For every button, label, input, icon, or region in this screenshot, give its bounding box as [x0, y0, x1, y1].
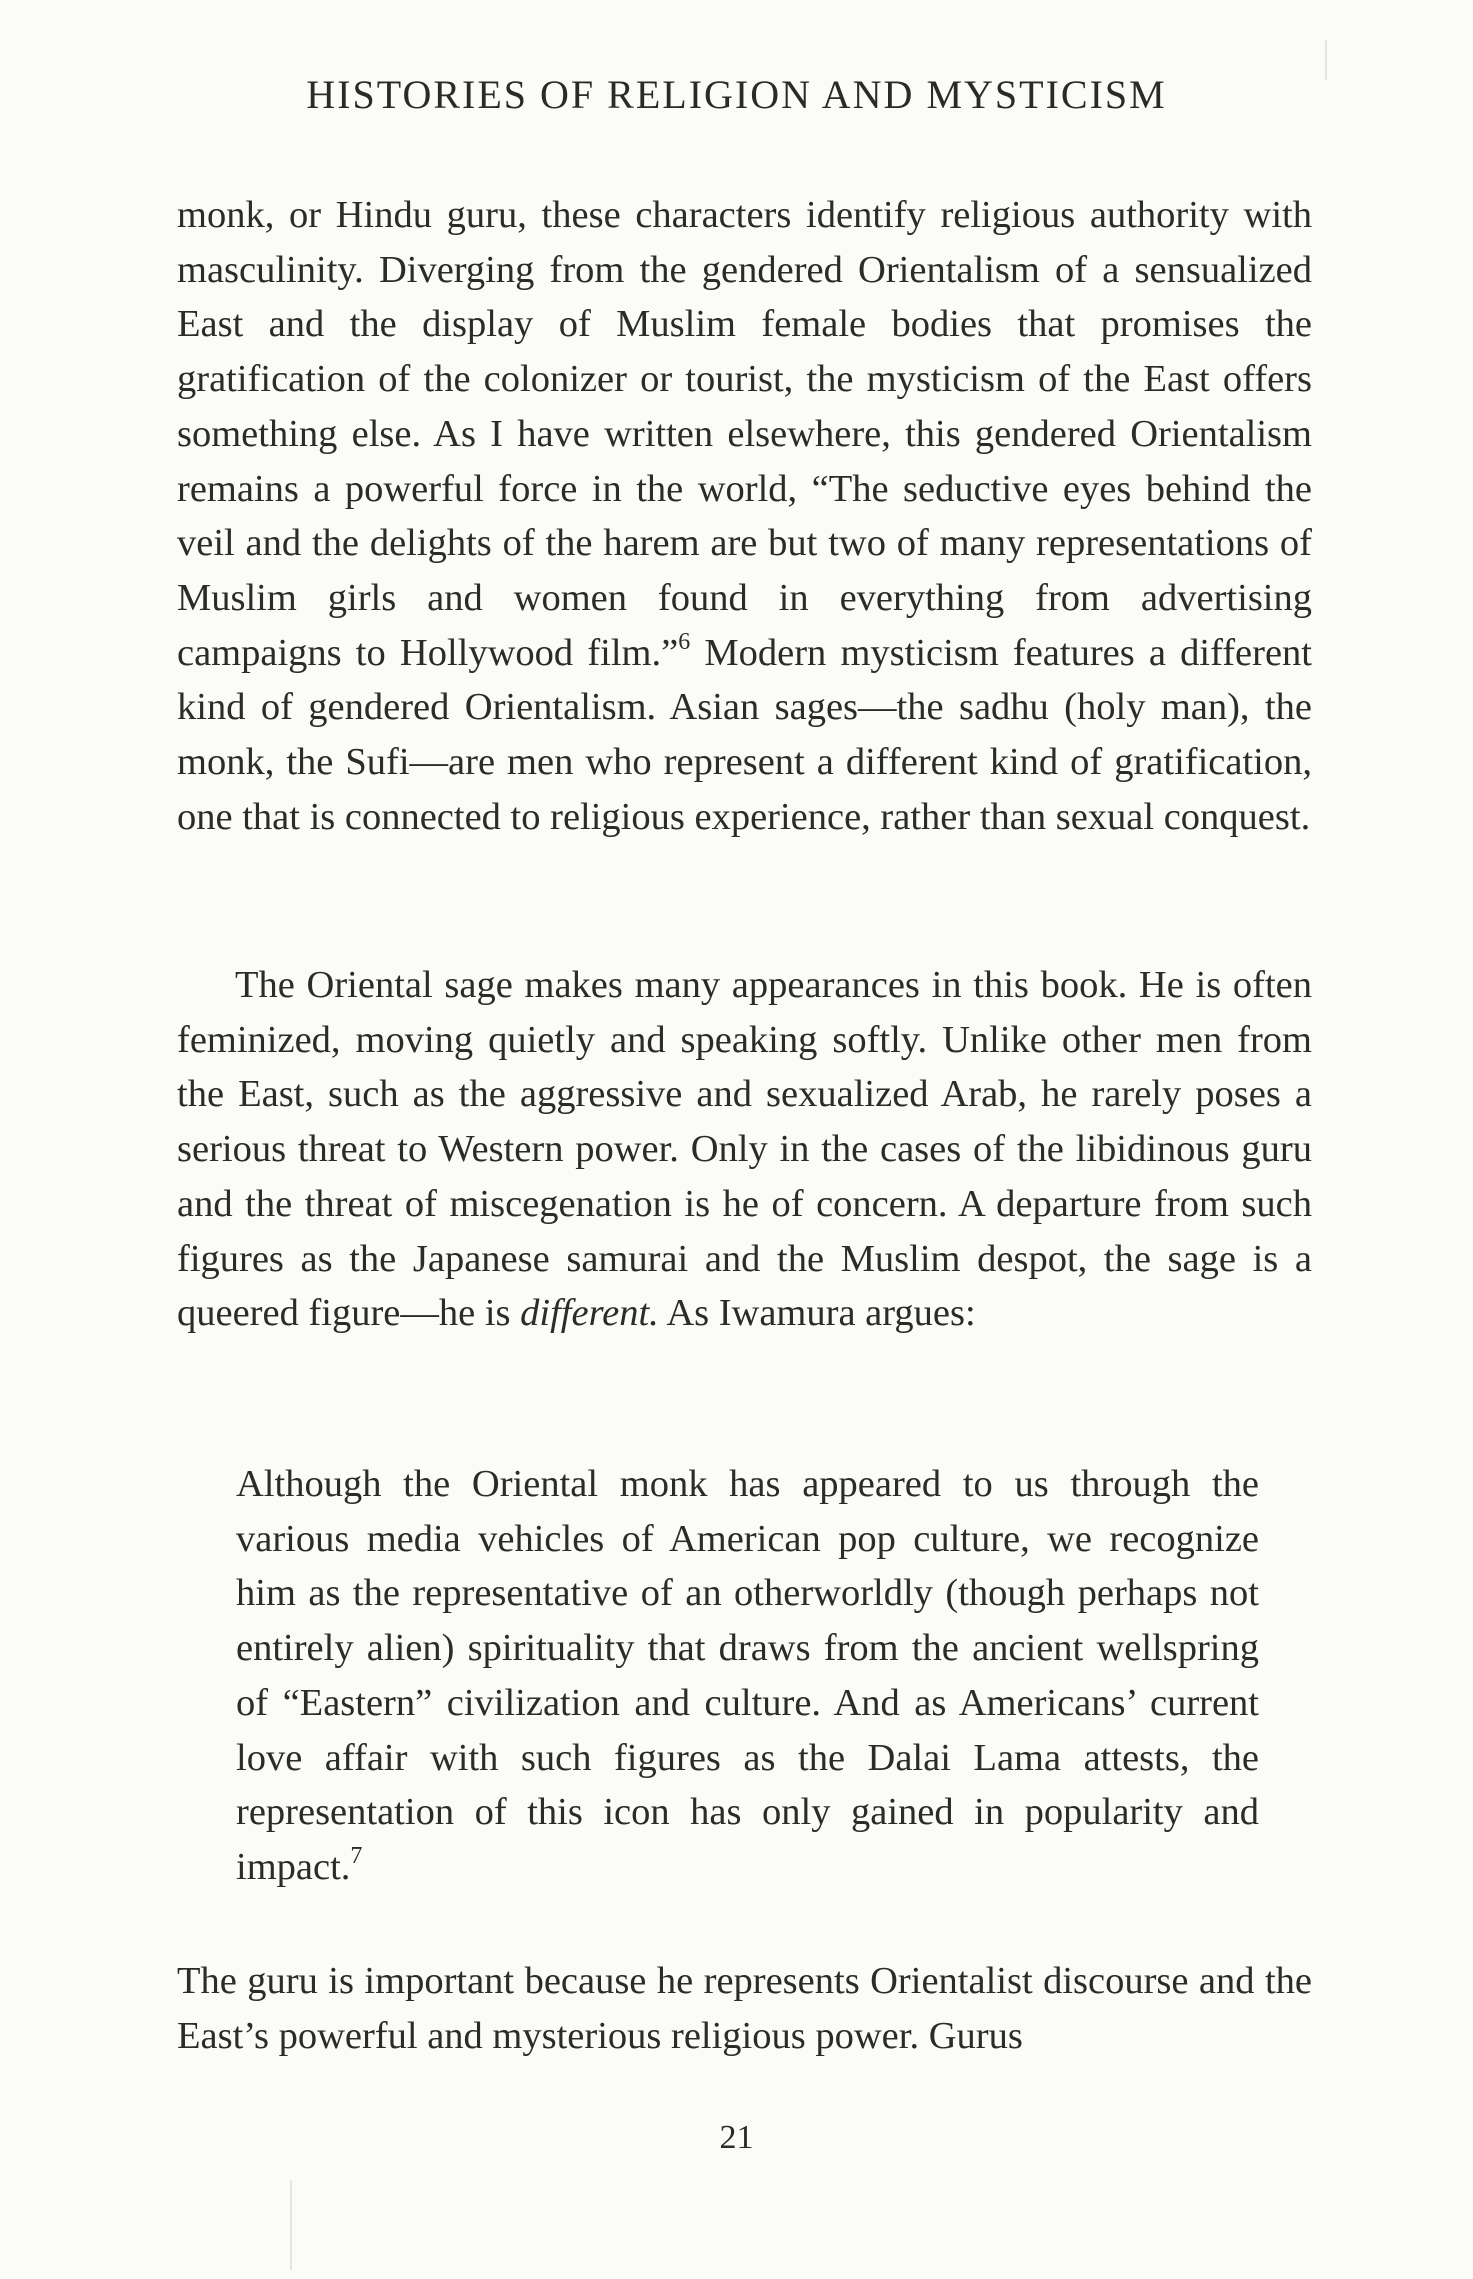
paragraph-guru	[177, 1954, 1312, 2063]
paragraph-oriental-sage	[177, 958, 1312, 1341]
page-number: 21	[719, 2119, 754, 2156]
paragraph-text: The guru is important because he represents Orientalist discourse and the East’s powerful and mysterious religious power. Gurus	[177, 1960, 1312, 2057]
emphasis-text: different.	[520, 1292, 659, 1335]
running-head: HISTORIES OF RELIGION AND MYSTICISM	[306, 72, 1167, 117]
paragraph-segment: The Oriental sage makes many appearances in this book. He is often feminized, moving quietly and speaking softly. Unlike other men from the East, such as the aggressive and sexualized Arab, he rarely poses a serious threat to Western power. Only in the cases of the libidinous guru and the threat of miscegenation is he of concern. A departure from such figures as the Japanese samurai and the Muslim despot, the sage is a queered figure—he is	[177, 964, 1312, 1335]
scan-artifact	[290, 2180, 292, 2270]
paragraph-text	[177, 958, 1312, 1341]
scan-artifact	[1325, 40, 1327, 80]
block-quote	[236, 1457, 1259, 1895]
paragraph-continued	[177, 188, 1312, 844]
quote-text	[236, 1457, 1259, 1895]
paragraph-segment: monk, or Hindu guru, these characters identify religious authority with masculinity. Diverging from the gendered Orientalism of a sensualized East and the display of Muslim female bodies that promises the gratification of the colonizer or tourist, the mysticism of the East offers something else. As I have written elsewhere, this gendered Orientalism remains a powerful force in the world, “The seductive eyes behind the veil and the delights of the harem are but two of many representations of Muslim girls and women found in everything from advertising campaigns to Hollywood film.”	[177, 194, 1312, 674]
quote-segment: Although the Oriental monk has appeared to us through the various media vehicles of American pop culture, we recognize him as the representative of an otherworldly (though perhaps not entirely alien) spirituality that draws from the ancient wellspring of “Eastern” civilization and culture. And as Americans’ current love affair with such figures as the Dalai Lama attests, the representation of this icon has only gained in popularity and impact.	[236, 1463, 1259, 1888]
paragraph-text	[177, 188, 1312, 844]
paragraph-segment: Modern mysticism features a different kind of gendered Orientalism. Asian sages—the sadhu (holy man), the monk, the Sufi—are men who represent a different kind of gratification, one that is connected to religious experience, rather than sexual conquest.	[177, 631, 1312, 838]
footnote-marker: 6	[678, 628, 691, 655]
footnote-marker: 7	[350, 1842, 363, 1869]
paragraph-segment: As Iwamura argues:	[658, 1292, 976, 1335]
